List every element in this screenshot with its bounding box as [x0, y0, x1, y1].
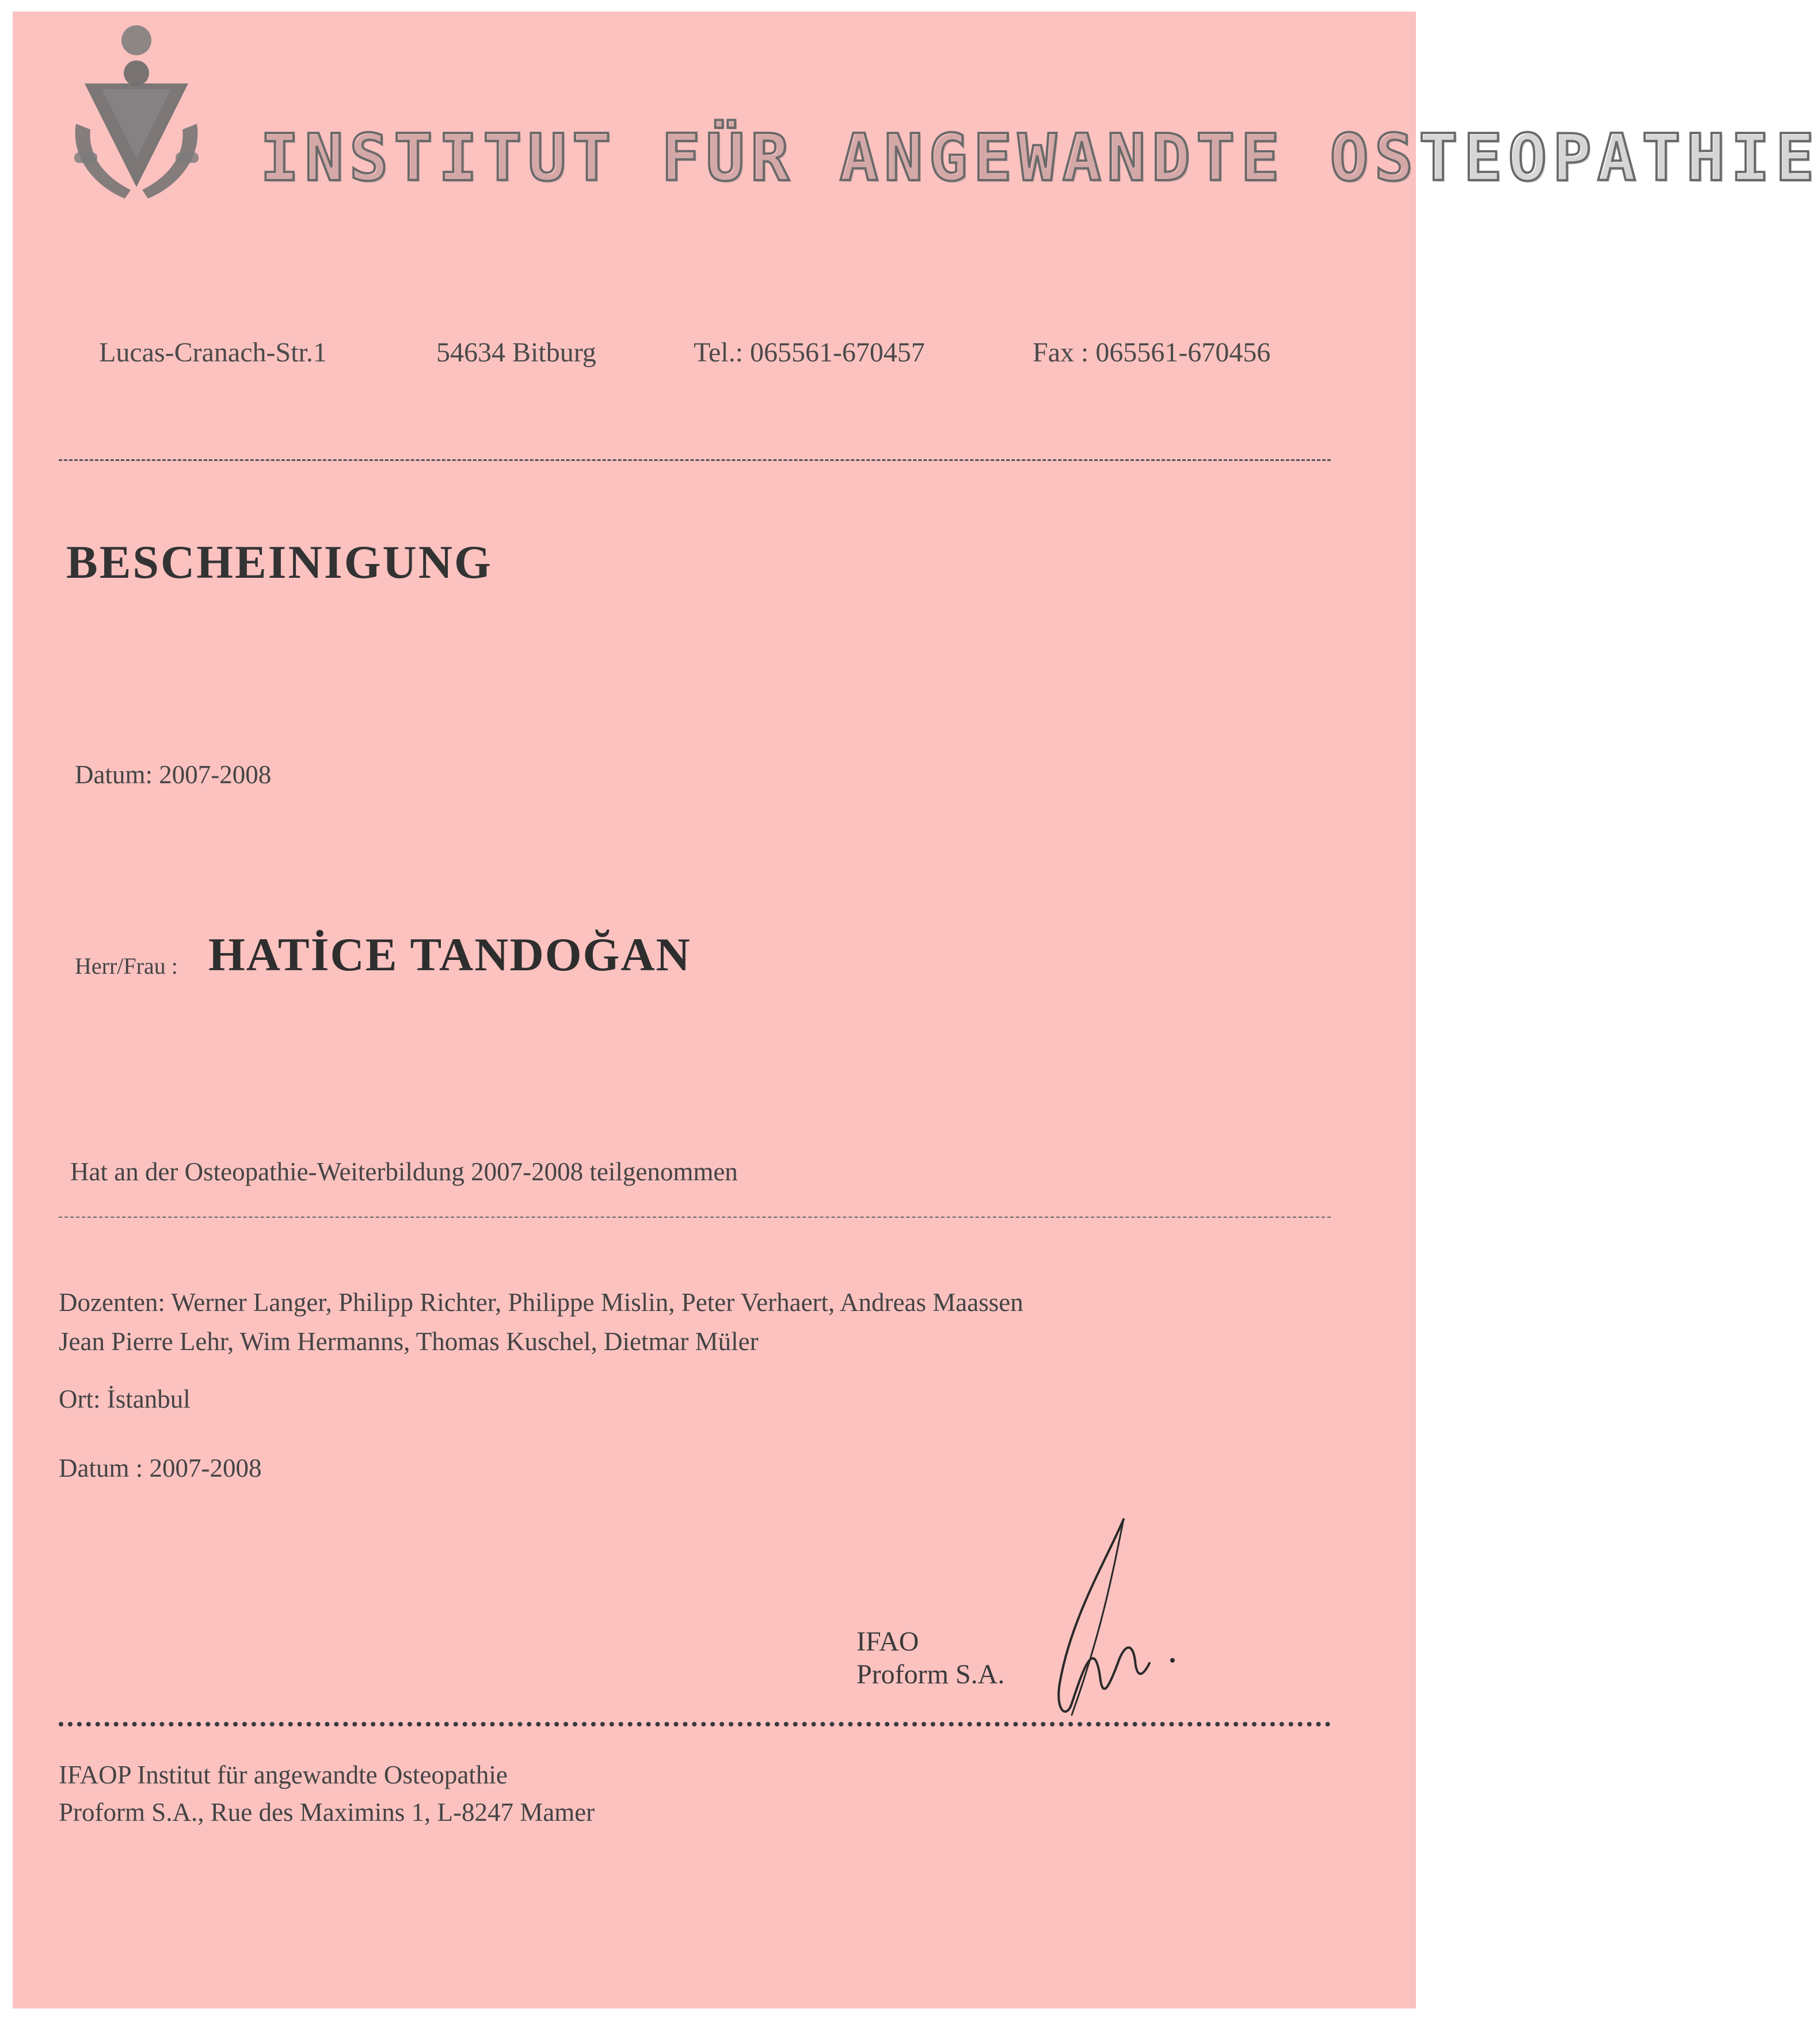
participation-statement: Hat an der Osteopathie-Weiterbildung 2007-2008 teilgenommen [70, 1157, 738, 1186]
salutation-label: Herr/Frau : [75, 953, 178, 979]
address-telephone: Tel.: 065561-670457 [694, 337, 925, 368]
signature-icon [1037, 1508, 1227, 1726]
institute-logo-icon [62, 14, 211, 222]
participant-name: HATİCE TANDOĞAN [208, 928, 691, 981]
signature-organization: IFAO [856, 1626, 919, 1657]
lecturers-line-2: Jean Pierre Lehr, Wim Hermanns, Thomas Kuschel, Dietmar Müler [59, 1327, 759, 1356]
footer-address: Proform S.A., Rue des Maximins 1, L-8247 Mamer [59, 1798, 595, 1827]
document-title: BESCHEINIGUNG [66, 536, 493, 588]
address-city: 54634 Bitburg [436, 337, 596, 368]
signature-company: Proform S.A. [856, 1659, 1005, 1690]
certificate-page [13, 12, 1820, 2008]
location: Ort: İstanbul [59, 1385, 191, 1413]
date-bottom: Datum : 2007-2008 [59, 1454, 262, 1482]
address-street: Lucas-Cranach-Str.1 [99, 337, 327, 368]
lecturers-line-1: Dozenten: Werner Langer, Philipp Richter, Philippe Mislin, Peter Verhaert, Andreas Maassen [59, 1288, 1023, 1317]
institute-name-heading: INSTITUT FÜR ANGEWANDTE OSTEOPATHIE [260, 121, 1820, 196]
footer-divider [59, 1722, 1331, 1726]
date-top: Datum: 2007-2008 [75, 760, 272, 789]
address-fax: Fax : 065561-670456 [1033, 337, 1271, 368]
letterhead-divider [59, 459, 1331, 461]
footer-institute: IFAOP Institut für angewandte Osteopathie [59, 1760, 508, 1789]
content-divider [59, 1217, 1331, 1218]
